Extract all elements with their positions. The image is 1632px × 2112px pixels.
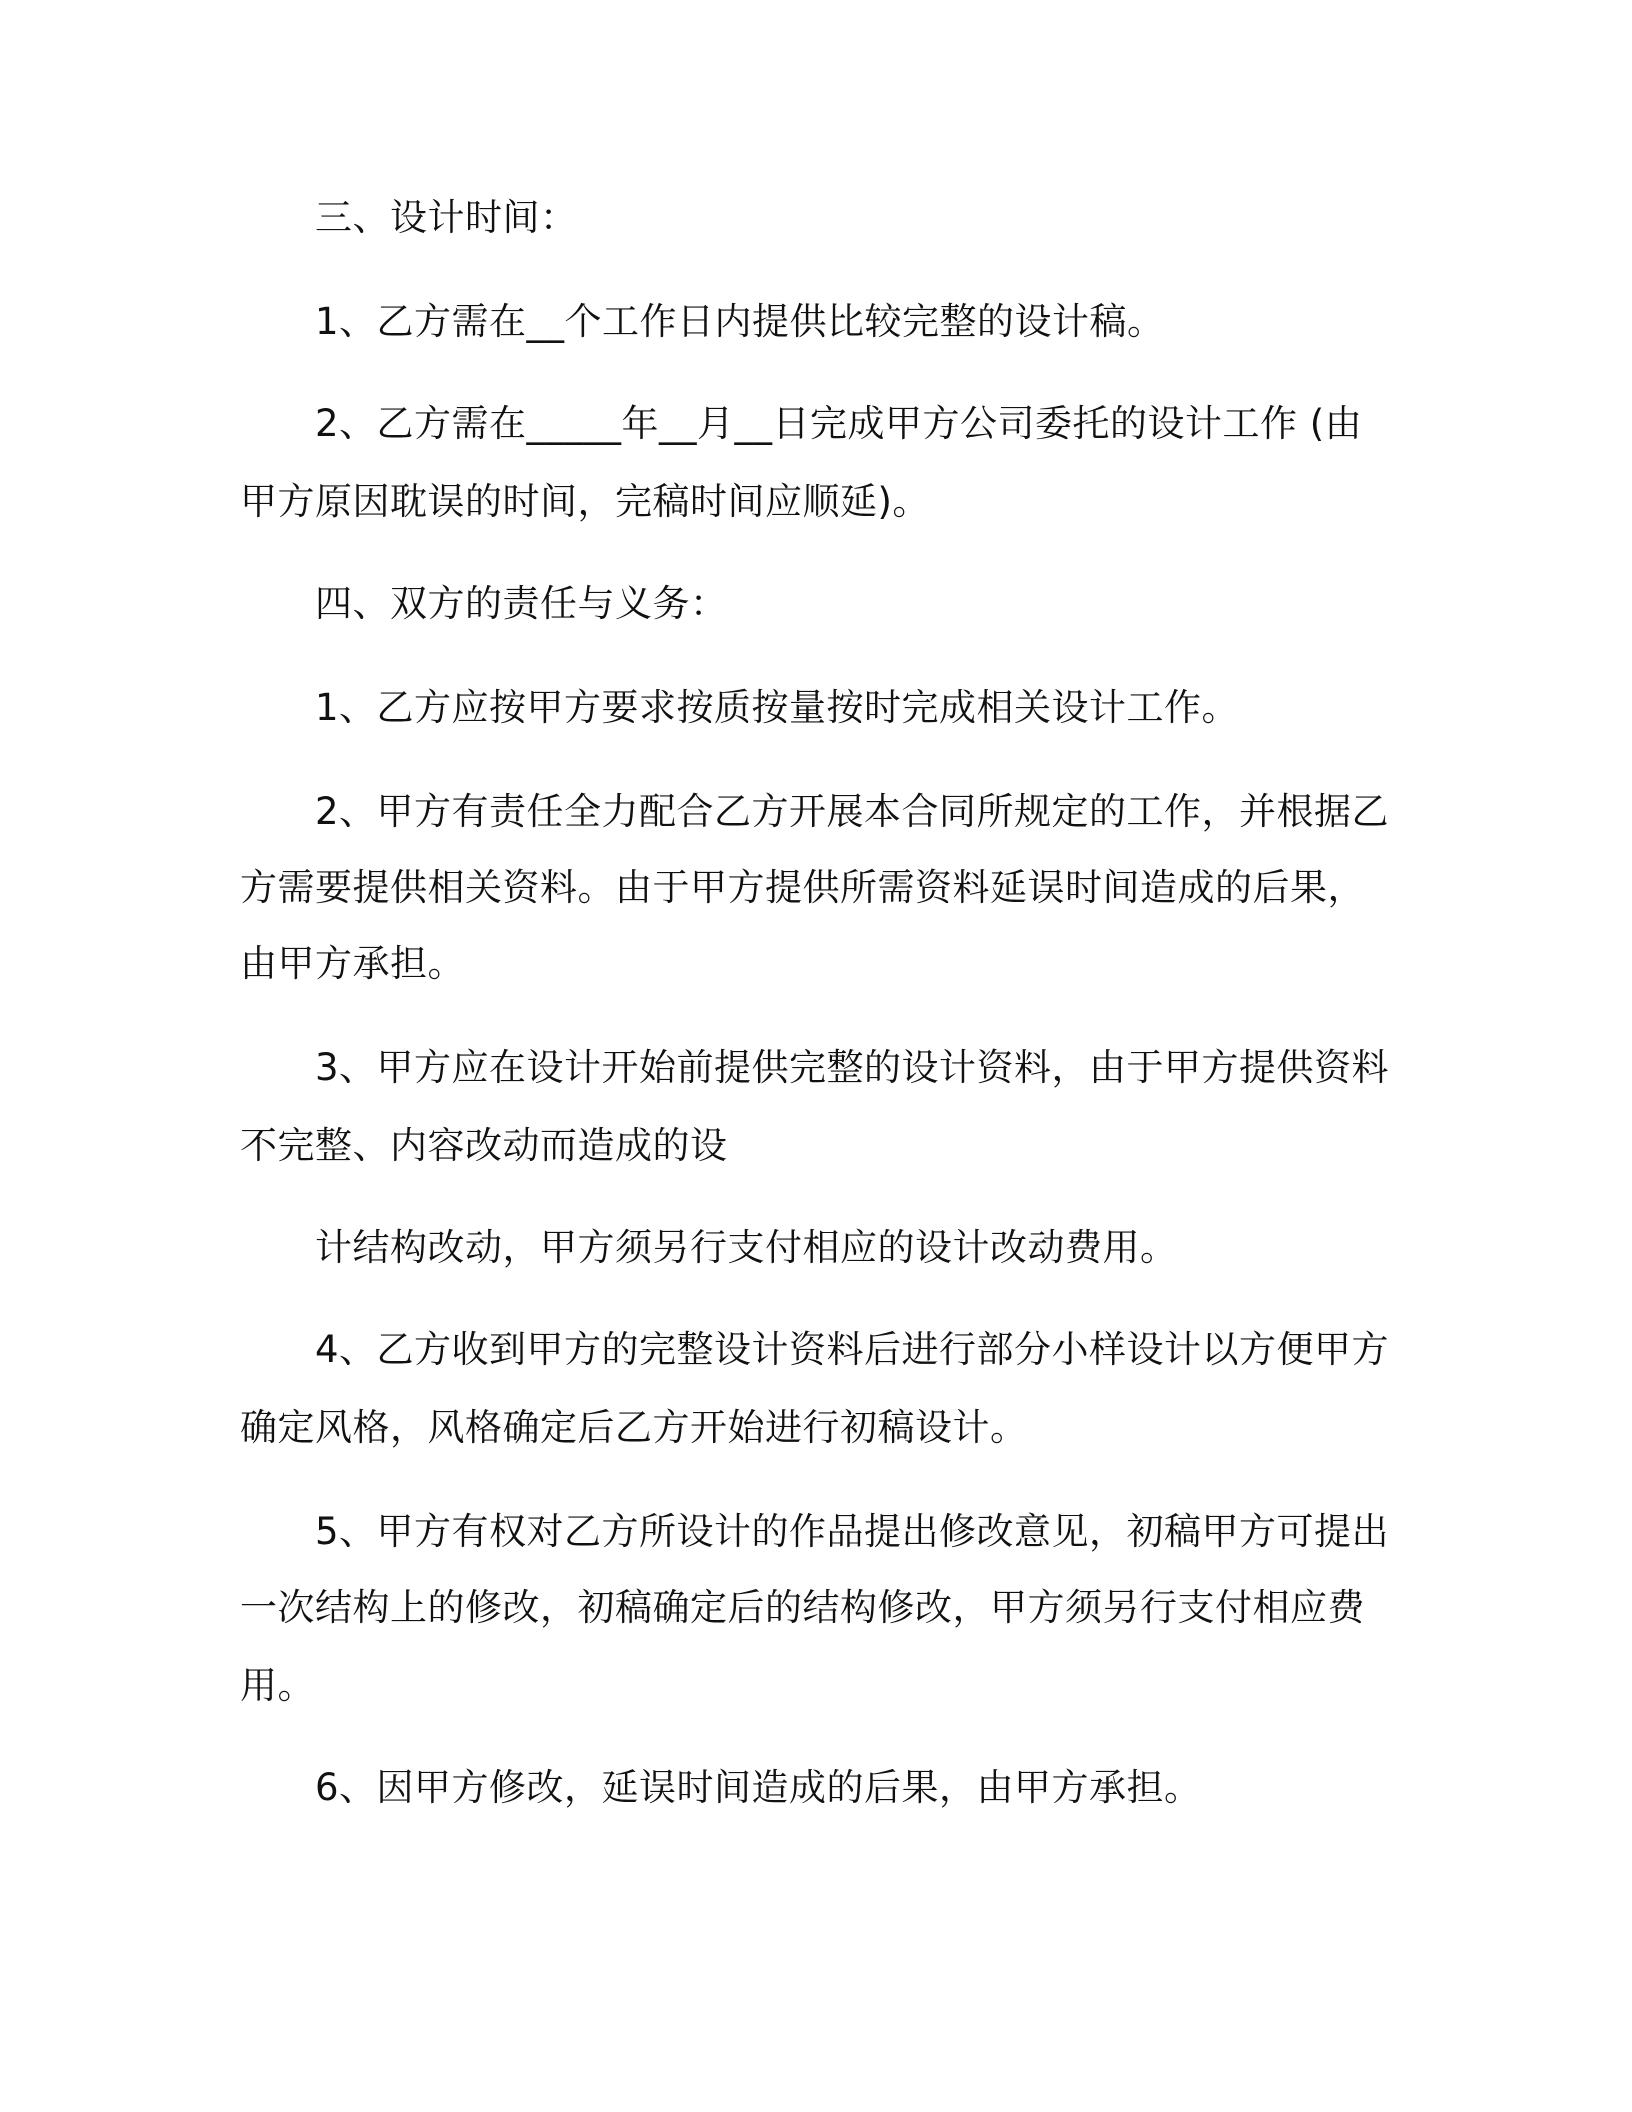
clause-3-2-line-1: 2、乙方需在_____年__月__日完成甲方公司委托的设计工作 (由 <box>315 402 1363 445</box>
section-heading-responsibilities: 四、双方的责任与义务： <box>315 582 728 625</box>
clause-3-2-line-2: 甲方原因耽误的时间，完稿时间应顺延)。 <box>240 480 930 523</box>
section-heading-design-time: 三、设计时间： <box>315 196 578 239</box>
clause-4-3-line-3: 计结构改动，甲方须另行支付相应的设计改动费用。 <box>315 1226 1178 1269</box>
clause-4-4-line-1: 4、乙方收到甲方的完整设计资料后进行部分小样设计以方便甲方 <box>315 1328 1390 1371</box>
clause-4-3-line-1: 3、甲方应在设计开始前提供完整的设计资料，由于甲方提供资料 <box>315 1046 1390 1089</box>
clause-4-1: 1、乙方应按甲方要求按质按量按时完成相关设计工作。 <box>315 686 1240 729</box>
clause-4-2-line-2: 方需要提供相关资料。由于甲方提供所需资料延误时间造成的后果， <box>240 866 1365 909</box>
clause-4-3-line-2: 不完整、内容改动而造成的设 <box>240 1124 728 1167</box>
clause-3-1: 1、乙方需在__个工作日内提供比较完整的设计稿。 <box>315 300 1165 343</box>
clause-4-6: 6、因甲方修改，延误时间造成的后果，由甲方承担。 <box>315 1766 1202 1809</box>
clause-4-5-line-2: 一次结构上的修改，初稿确定后的结构修改，甲方须另行支付相应费 <box>240 1586 1365 1629</box>
clause-4-4-line-2: 确定风格，风格确定后乙方开始进行初稿设计。 <box>240 1406 1028 1449</box>
clause-4-2-line-3: 由甲方承担。 <box>240 942 465 985</box>
clause-4-5-line-1: 5、甲方有权对乙方所设计的作品提出修改意见，初稿甲方可提出 <box>315 1510 1390 1553</box>
clause-4-2-line-1: 2、甲方有责任全力配合乙方开展本合同所规定的工作，并根据乙 <box>315 790 1390 833</box>
clause-4-5-line-3: 用。 <box>240 1664 315 1707</box>
